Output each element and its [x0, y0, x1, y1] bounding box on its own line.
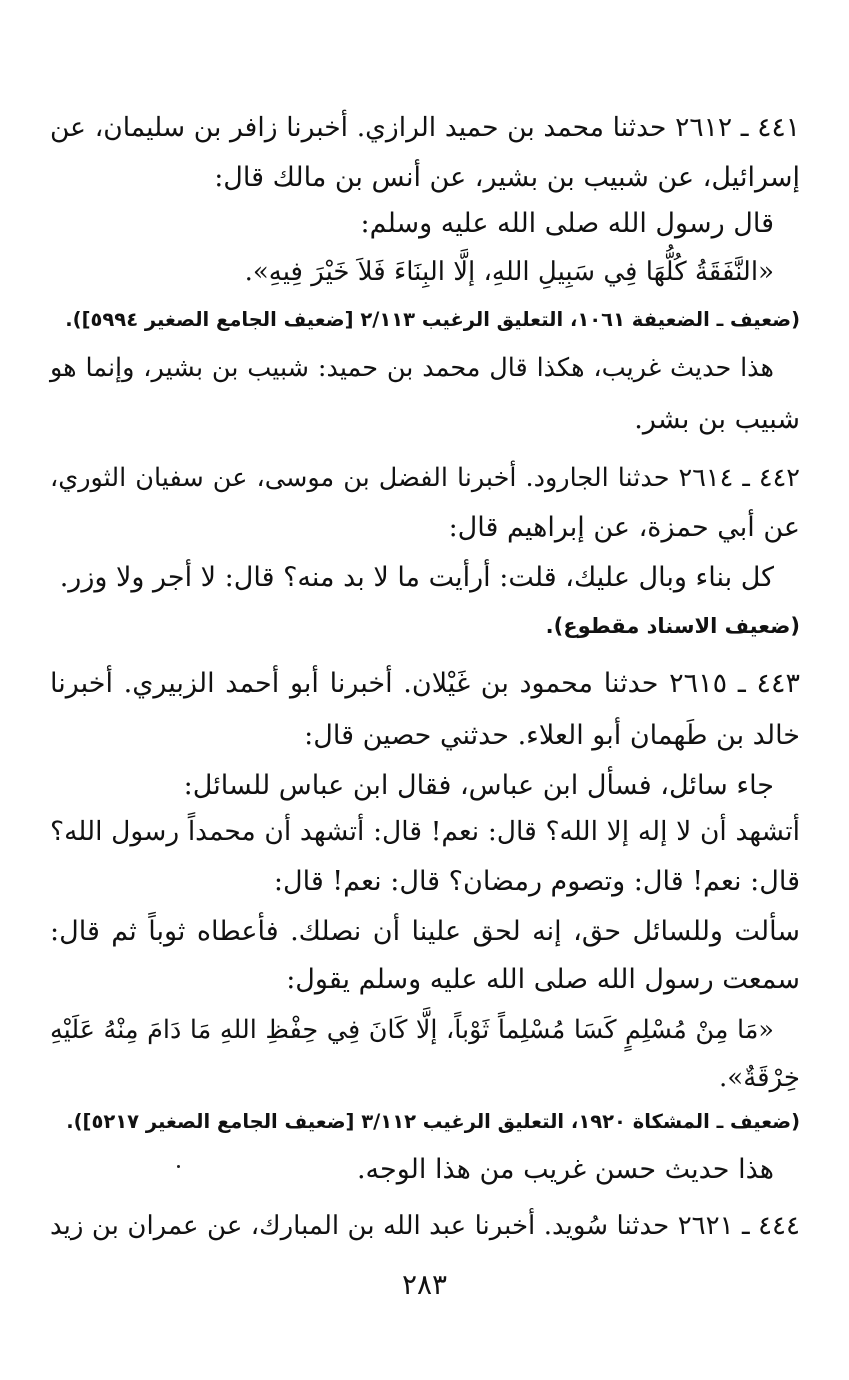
grading-note-442: (ضعيف الاسناد مقطوع). — [545, 614, 800, 638]
hadith-441-line-3: قال رسول الله صلى الله عليه وسلم: — [360, 208, 774, 239]
hadith-443-text-1: «مَا مِنْ مُسْلِمٍ كَسَا مُسْلِماً ثَوْباً، إلَّا كَانَ فِي حِفْظِ اللهِ مَا دَامَ مِنْهُ عَلَيْهِ — [50, 1015, 774, 1045]
commentary-443: هذا حديث حسن غريب من هذا الوجه. — [356, 1154, 774, 1185]
ink-speck — [177, 1165, 180, 1168]
hadith-442-line-1: ٤٤٢ ـ ٢٦١٤ حدثنا الجارود. أخبرنا الفضل بن موسى، عن سفيان الثوري، — [50, 463, 800, 493]
hadith-443-line-1: ٤٤٣ ـ ٢٦١٥ حدثنا محمود بن غَيْلان. أخبرنا أبو أحمد الزبيري. أخبرنا — [50, 668, 800, 699]
hadith-442-line-2: عن أبي حمزة، عن إبراهيم قال: — [448, 512, 800, 543]
hadith-441-line-2: إسرائيل، عن شبيب بن بشير، عن أنس بن مالك قال: — [214, 162, 800, 193]
hadith-443-line-2: خالد بن طَهمان أبو العلاء. حدثني حصين قال: — [304, 720, 800, 751]
page-number: ٢٨٣ — [401, 1268, 448, 1301]
hadith-441-text: «النَّفَقَةُ كُلُّهَا فِي سَبِيلِ اللهِ، إلَّا البِنَاءَ فَلاَ خَيْرَ فِيهِ». — [244, 257, 774, 287]
hadith-443-line-6: سألت وللسائل حق، إنه لحق علينا أن نصلك. فأعطاه ثوباً ثم قال: — [50, 916, 800, 947]
commentary-441-line-2: شبيب بن بشر. — [634, 404, 800, 435]
book-page — [50, 0, 800, 1380]
hadith-443-line-4: أتشهد أن لا إله إلا الله؟ قال: نعم! قال: أتشهد أن محمداً رسول الله؟ — [50, 816, 800, 847]
hadith-441-line-1: ٤٤١ ـ ٢٦١٢ حدثنا محمد بن حميد الرازي. أخبرنا زافر بن سليمان، عن — [50, 112, 800, 143]
grading-note-443: (ضعيف ـ المشكاة ١٩٢٠، التعليق الرغيب ٣/١١٢ [ضعيف الجامع الصغير ٥٢١٧]). — [66, 1110, 800, 1133]
hadith-444-line-1: ٤٤٤ ـ ٢٦٢١ حدثنا سُويد. أخبرنا عبد الله بن المبارك، عن عمران بن زيد — [50, 1211, 800, 1241]
hadith-443-line-7: سمعت رسول الله صلى الله عليه وسلم يقول: — [286, 964, 800, 995]
hadith-443-line-5: قال: نعم! قال: وتصوم رمضان؟ قال: نعم! قال: — [273, 866, 800, 897]
commentary-441-line-1: هذا حديث غريب، هكذا قال محمد بن حميد: شبيب بن بشير، وإنما هو — [50, 353, 774, 383]
grading-note-441: (ضعيف ـ الضعيفة ١٠٦١، التعليق الرغيب ٢/١١٣ [ضعيف الجامع الصغير ٥٩٩٤]). — [65, 308, 800, 331]
hadith-442-text: كل بناء وبال عليك، قلت: أرأيت ما لا بد منه؟ قال: لا أجر ولا وزر. — [59, 562, 774, 593]
hadith-443-line-3: جاء سائل، فسأل ابن عباس، فقال ابن عباس للسائل: — [183, 770, 774, 801]
hadith-443-text-2: خِرْقَةٌ». — [719, 1063, 800, 1093]
